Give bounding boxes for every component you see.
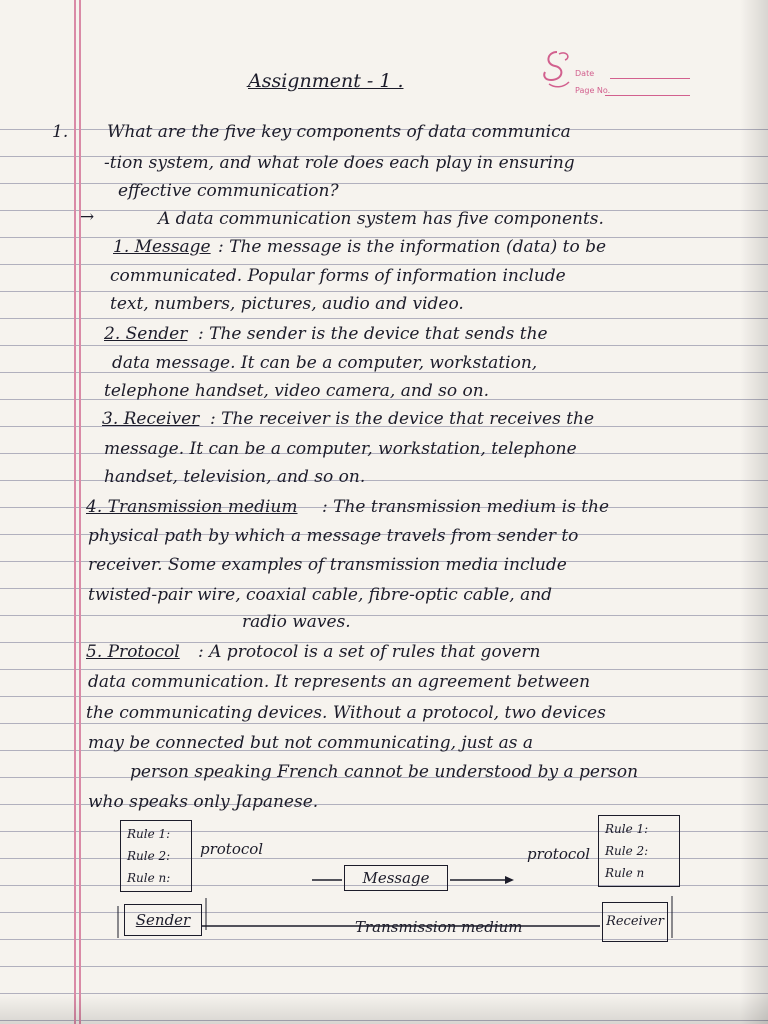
question-number: 1. — [52, 122, 69, 142]
component-line: telephone handset, video camera, and so on. — [104, 381, 490, 401]
rules-box-left — [120, 820, 192, 892]
component-line: : The transmission medium is the — [322, 497, 610, 517]
rule-item: Rule 2: — [127, 849, 171, 863]
component-line: : The receiver is the device that receives the — [210, 409, 595, 429]
component-line: : A protocol is a set of rules that govern — [198, 642, 541, 662]
protocol-label-right: protocol — [527, 845, 591, 863]
receiver-box: Receiver — [602, 902, 668, 942]
page-shadow — [740, 0, 768, 1024]
rule-item: Rule n — [605, 866, 645, 880]
rule-item: Rule 1: — [605, 822, 649, 836]
component-line: text, numbers, pictures, audio and video. — [110, 294, 464, 314]
answer-marker: → — [80, 207, 95, 227]
rules-box-right — [598, 815, 680, 887]
component-line: twisted-pair wire, coaxial cable, fibre-optic cable, and — [88, 585, 553, 605]
component-line: the communicating devices. Without a protocol, two devices — [86, 703, 606, 723]
component-heading: 1. Message — [113, 237, 211, 257]
page-no-label: Page No. — [575, 86, 611, 95]
date-label: Date — [575, 69, 595, 78]
component-line: communicated. Popular forms of information include — [110, 266, 566, 286]
component-heading: 2. Sender — [104, 324, 188, 344]
rule-item: Rule n: — [127, 871, 171, 885]
component-line: : The message is the information (data) to be — [218, 237, 607, 257]
component-line: who speaks only Japanese. — [88, 792, 319, 812]
component-line: may be connected but not communicating, just as a — [88, 733, 533, 753]
question-line: -tion system, and what role does each play in ensuring — [104, 153, 575, 173]
component-line: : The sender is the device that sends the — [198, 324, 548, 344]
question-line: effective communication? — [118, 181, 339, 201]
transmission-medium-label: Transmission medium — [355, 918, 523, 936]
component-heading: 4. Transmission medium — [86, 497, 298, 517]
message-box: Message — [344, 865, 448, 891]
component-line: receiver. Some examples of transmission media include — [88, 555, 567, 575]
question-line: What are the five key components of data communica — [107, 122, 571, 142]
sender-box: Sender — [124, 904, 202, 936]
component-line: handset, television, and so on. — [104, 467, 366, 487]
rule-item: Rule 1: — [127, 827, 171, 841]
rule-item: Rule 2: — [605, 844, 649, 858]
page-shadow — [0, 994, 768, 1024]
component-heading: 5. Protocol — [86, 642, 180, 662]
component-line: data message. It can be a computer, workstation, — [112, 353, 538, 373]
protocol-label-left: protocol — [200, 840, 264, 858]
component-heading: 3. Receiver — [102, 409, 200, 429]
component-line: person speaking French cannot be understood by a person — [130, 762, 639, 782]
component-line: physical path by which a message travels from sender to — [88, 526, 579, 546]
page-title: Assignment - 1 . — [248, 70, 404, 92]
answer-intro: A data communication system has five components. — [158, 209, 604, 229]
component-line: radio waves. — [242, 612, 351, 632]
component-line: message. It can be a computer, workstation, telephone — [104, 439, 577, 459]
component-line: data communication. It represents an agreement between — [88, 672, 591, 692]
arrow-head-icon — [505, 876, 514, 884]
